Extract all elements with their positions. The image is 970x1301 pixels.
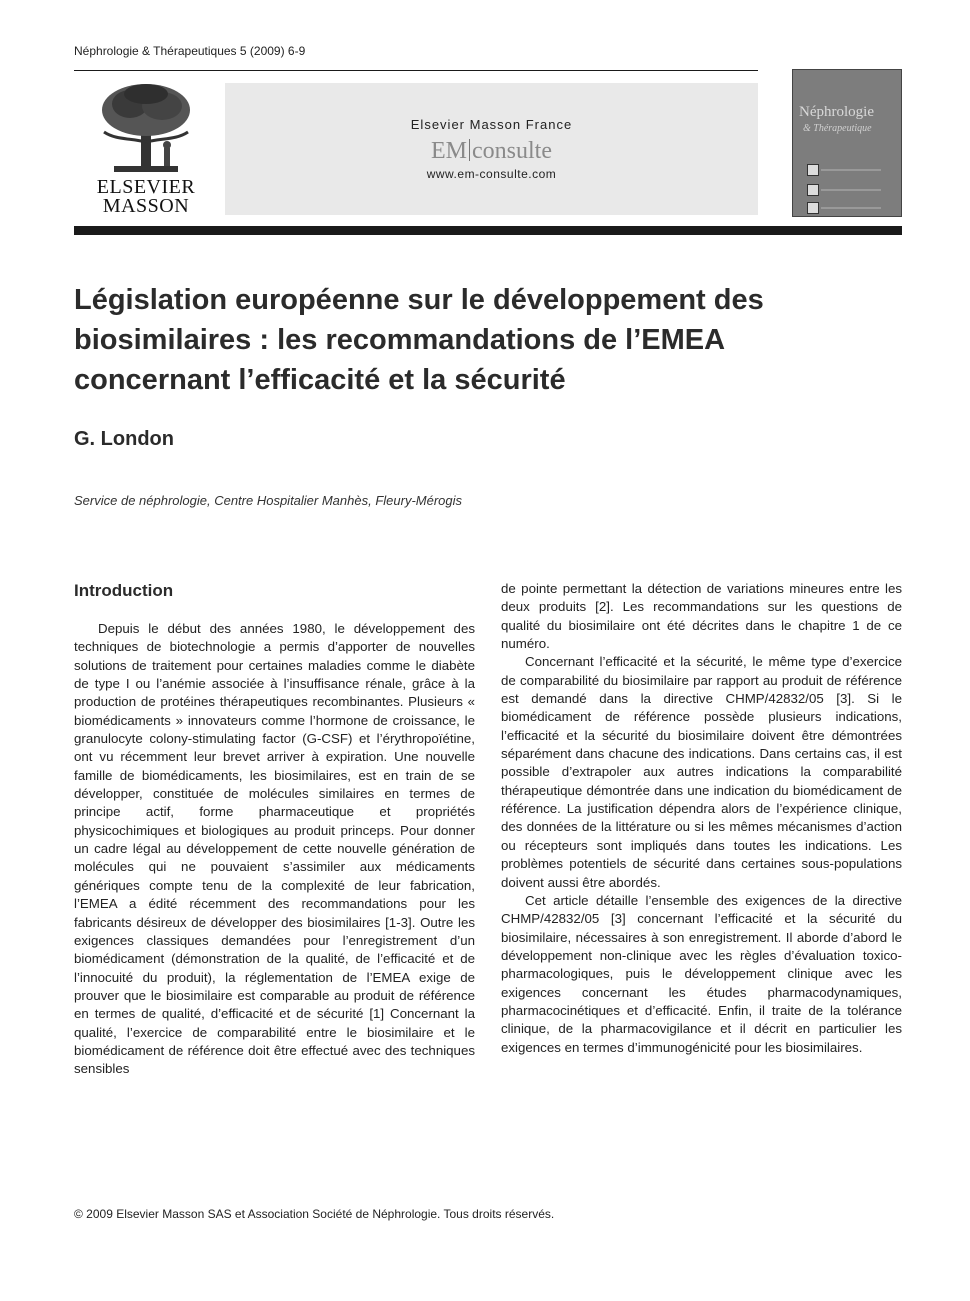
cover-logo-icon [807, 184, 819, 196]
author-affiliation: Service de néphrologie, Centre Hospitalier Manhès, Fleury-Mérogis [74, 493, 463, 508]
body-paragraph: de pointe permettant la détection de variations mineures entre les deux produits [2]. Les recommandations sur les questions de qualité du biosimilaire ont été décrites dans le chapitre 1 de ce numéro. [501, 581, 902, 652]
cover-line [821, 207, 881, 209]
cover-line [821, 189, 881, 191]
brand-left: EM [431, 138, 467, 164]
body-paragraph: Concernant l’efficacité et la sécurité, le même type d’exercice de comparabilité du biosimilaire par rapport au produit de référence est demandé dans la directive CHMP/42832/05 [3]. Si le biomédicament de référence possède plusieurs indications, l’efficacité et la sécurité du biosimilaire doivent être démontrées séparément dans chacune des indications. Dans certains cas, il est possible d’extrapoler aux autres indications la comparabilité thérapeutique démontrée dans une indication du biomédicament de référence. La justification dépendra alors de l’expérience clinique, des données de la littérature ou si les mêmes mécanismes d’action ou récepteurs sont impliqués dans toutes les indications. Les problèmes potentiels de sécurité dans certaines sous-populations doivent aussi être abordés. [501, 654, 902, 890]
copyright-notice: © 2009 Elsevier Masson SAS et Association Société de Néphrologie. Tous droits réservés. [74, 1207, 555, 1221]
left-column [74, 580, 475, 1079]
cover-line [821, 169, 881, 171]
logo-word-elsevier: ELSEVIER [96, 176, 196, 198]
banner-publisher: Elsevier Masson France [410, 117, 573, 132]
em-consulte-brand [225, 138, 758, 165]
article-title: Législation européenne sur le développement des biosimilaires : les recommandations de l’EMEA concernant l’efficacité et la sécurité [74, 284, 764, 396]
body-paragraph: Cet article détaille l’ensemble des exigences de la directive CHMP/42832/05 [3] concernant l’efficacité et la sécurité du biosimilaire, nécessaires à son enregistrement. Il aborde d’abord le développement non-clinique avec les règles d’évaluation toxico-pharmacologiques, puis le développement clinique avec les exigences concernant les études pharmacodynamiques, pharmacocinétiques et d’efficacité. Enfin, il traite de la tolérance clinique, de la pharmacovigilance et il décrit en particulier les exigences en termes d’immunogénicité pour les biosimilaires. [501, 892, 902, 1055]
tree-icon [94, 82, 198, 178]
journal-cover-thumbnail [792, 69, 902, 217]
header-rule [74, 70, 758, 71]
em-consulte-banner[interactable] [225, 83, 758, 215]
body-paragraph: Depuis le début des années 1980, le développement des techniques de biotechnologie a permis d’apporter de nouvelles solutions de traitement pour certaines maladies comme le diabète de type I ou l’anémie associée à l’insuffisance rénale, grâce à la production de protéines thérapeutiques recombinantes. Plusieurs « biomédicaments » innovateurs comme l’hormone de croissance, le granulocyte colony-stimulating factor (G-CSF) et l’érythropoïétine, ont vu récemment leur brevet arriver à expiration. Une nouvelle famille de biomédicaments, les biosimilaires, est en train de se développer, constituée de molécules similaires en termes de principe actif, forme pharmaceutique et propriétés physicochimiques et biologiques au produit princeps. Pour donner un cadre légal au développement de cette nouvelle génération de molécules qui ne pouvaient s’assimiler aux médicaments génériques compte tenu de la complexité de leur fabrication, l’EMEA a édité récemment des recommandations pour les fabricants désireux de développer des biosimilaires [1-3]. Outre les exigences classiques demandées pour l’enregistrement d’un biomédicament (démonstration de la qualité, de l’efficacité et de l’innocuité du produit), la réglementation de l’EMEA exige de prouver que le biosimilaire est comparable au produit de référence en termes de qualité, d’efficacité et de sécurité [1] Concernant la qualité, l’exercice de comparabilité entre le biosimilaire et le biomédicament de référence doit être effectué avec des techniques sensibles [74, 621, 475, 1077]
cover-title: Néphrologie [799, 104, 874, 120]
logo-word-masson: MASSON [102, 195, 190, 217]
journal-citation: Néphrologie & Thérapeutiques 5 (2009) 6-9 [74, 44, 306, 58]
cover-subtitle: & Thérapeutique [803, 123, 872, 134]
section-heading-introduction: Introduction [74, 581, 174, 600]
header-thick-rule [74, 226, 902, 235]
author-name: G. London [74, 428, 174, 450]
cover-logo-icon [807, 202, 819, 214]
right-column [501, 580, 902, 1057]
banner-url-link[interactable]: www.em-consulte.com [426, 167, 557, 181]
brand-right: consulte [472, 138, 552, 164]
elsevier-masson-logo [86, 82, 206, 218]
brand-separator [469, 139, 470, 161]
cover-logo-icon [807, 164, 819, 176]
